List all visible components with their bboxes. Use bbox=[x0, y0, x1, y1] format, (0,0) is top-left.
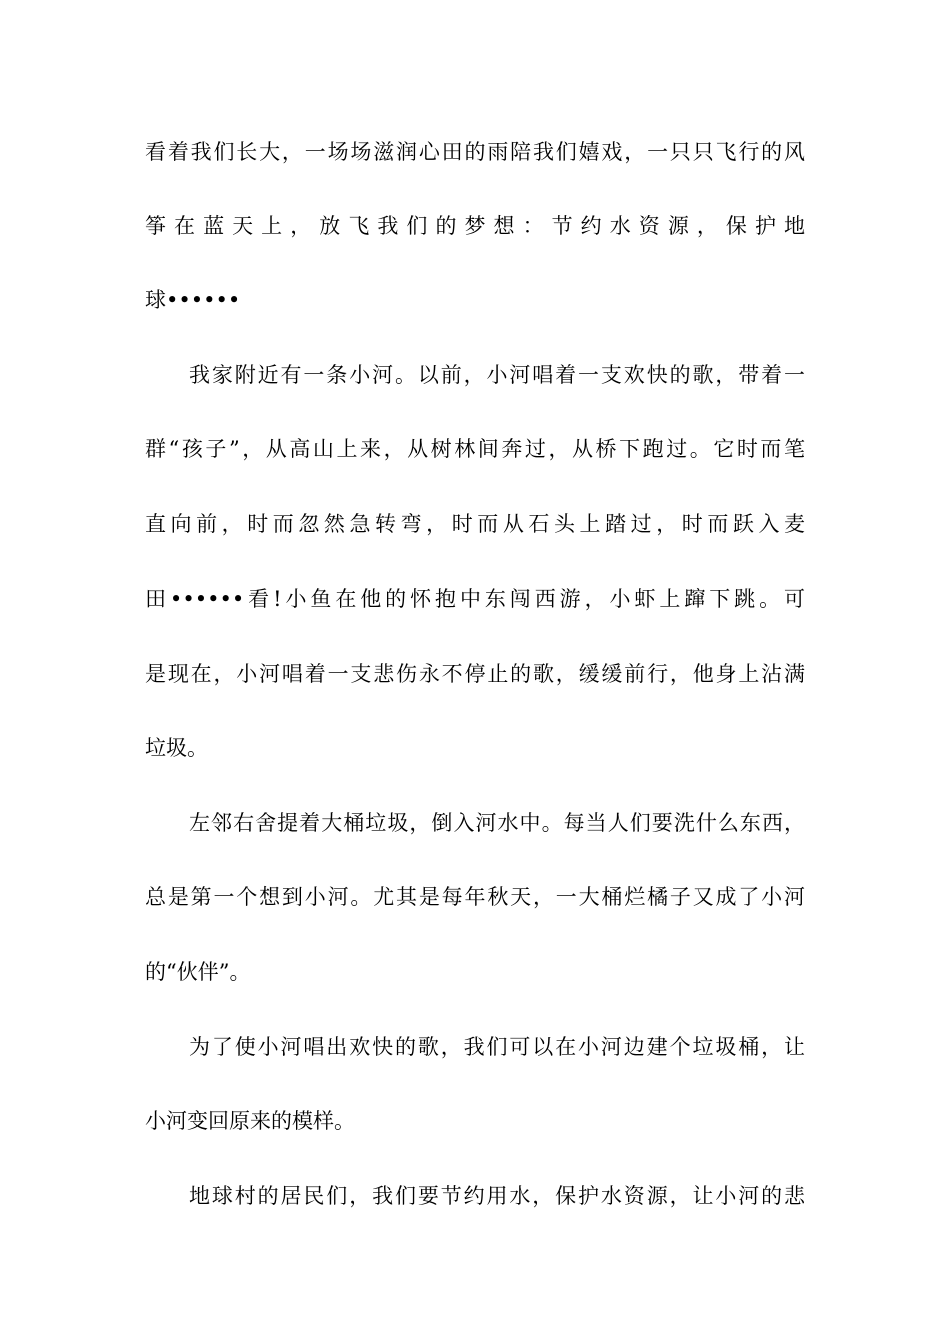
text-line: 筝在蓝天上，放飞我们的梦想：节约水资源，保护地 bbox=[145, 214, 805, 238]
text-line: 田••••••看!小鱼在他的怀抱中东闯西游，小虾上蹿下跳。可 bbox=[145, 587, 805, 611]
text-line: 总是第一个想到小河。尤其是每年秋天，一大桶烂橘子又成了小河 bbox=[145, 885, 805, 909]
text-line: 球•••••• bbox=[145, 288, 241, 312]
text-line: 小河变回原来的模样。 bbox=[145, 1109, 355, 1133]
paragraph-start: 为了使小河唱出欢快的歌，我们可以在小河边建个垃圾桶，让 bbox=[189, 1035, 805, 1059]
paragraph-start: 左邻右舍提着大桶垃圾，倒入河水中。每当人们要洗什么东西， bbox=[189, 811, 805, 835]
text-line: 看着我们长大，一场场滋润心田的雨陪我们嬉戏，一只只飞行的风 bbox=[145, 140, 805, 164]
paragraph-start: 我家附近有一条小河。以前，小河唱着一支欢快的歌，带着一 bbox=[189, 363, 805, 387]
text-line: 直向前，时而忽然急转弯，时而从石头上踏过，时而跃入麦 bbox=[145, 512, 805, 536]
text-line: 是现在，小河唱着一支悲伤永不停止的歌，缓缓前行，他身上沾满 bbox=[145, 662, 805, 686]
paragraph-start: 地球村的居民们，我们要节约用水，保护水资源，让小河的悲 bbox=[189, 1184, 805, 1208]
text-line: 垃圾。 bbox=[145, 736, 208, 760]
text-line: 的“伙伴”。 bbox=[145, 960, 251, 984]
text-line: 群“孩子”，从高山上来，从树林间奔过，从桥下跑过。它时而笔 bbox=[145, 437, 805, 461]
